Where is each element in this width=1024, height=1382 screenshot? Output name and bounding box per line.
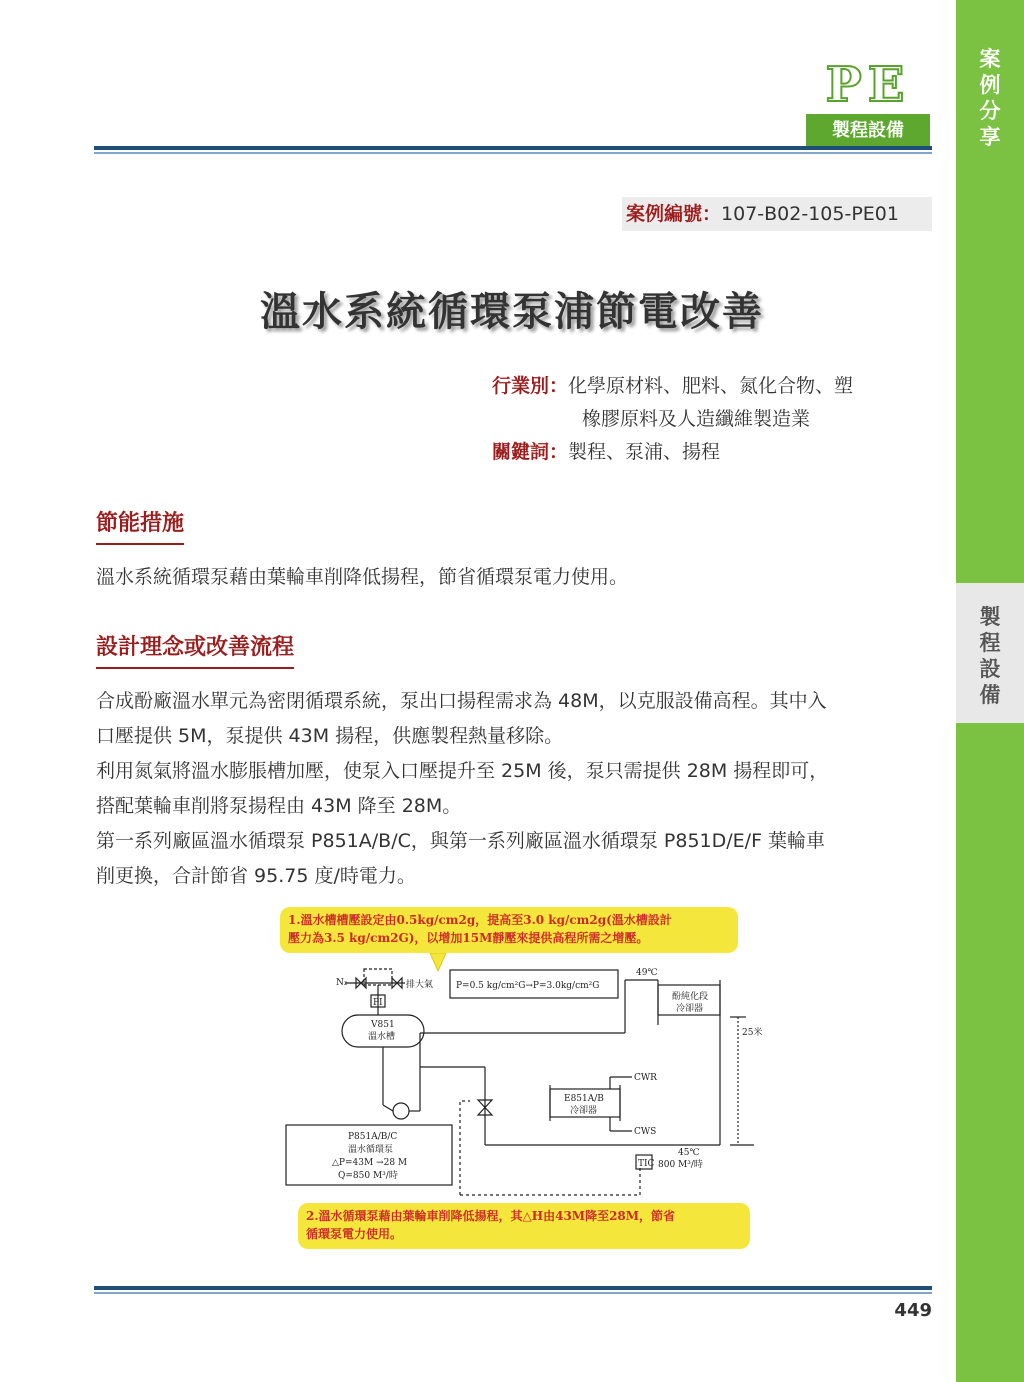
design-heading: 設計理念或改善流程	[96, 630, 294, 669]
industry-label: 行業別：	[492, 375, 569, 397]
keywords-label: 關鍵詞：	[492, 441, 569, 463]
page-title: 溫水系統循環泵浦節電改善	[260, 289, 764, 335]
pe-logo-letters: PE	[825, 57, 911, 113]
case-number-label: 案例編號：	[626, 203, 722, 225]
pump-line2: 溫水循環泵	[348, 1145, 394, 1155]
note-1	[280, 907, 738, 953]
pi-label: PI	[373, 998, 383, 1008]
pump-line3: △P=43M →28 M	[332, 1158, 408, 1168]
pump-line1: P851A/B/C	[348, 1132, 398, 1142]
design-p2-line2: 搭配葉輪車削將泵揚程由 43M 降至 28M。	[96, 795, 462, 817]
sidebar-top-label: 案例分享	[979, 47, 1001, 149]
cooler-top-line1: 酚純化段	[672, 992, 709, 1002]
cws-label: CWS	[634, 1127, 657, 1137]
pe-logo	[806, 57, 930, 146]
hx-desc: 冷卻器	[570, 1106, 598, 1116]
industry-line1: 化學原材料、肥料、氮化合物、塑	[568, 375, 854, 397]
footer-rule	[94, 1286, 932, 1294]
pressure-label: P=0.5 kg/cm²G→P=3.0kg/cm²G	[456, 981, 600, 991]
temp-top: 49℃	[636, 968, 658, 978]
height-label: 25米	[742, 1028, 763, 1038]
industry-row	[492, 369, 853, 403]
design-text	[96, 684, 936, 894]
measures-heading: 節能措施	[96, 506, 184, 545]
design-p1-line2: 口壓提供 5M，泵提供 43M 揚程，供應製程熱量移除。	[96, 725, 564, 747]
pe-logo-category: 製程設備	[806, 114, 930, 148]
flow-label: 800 M³/時	[658, 1160, 703, 1170]
note-2-line2: 循環泵電力使用。	[306, 1227, 403, 1241]
design-p2-line1: 利用氮氣將溫水膨脹槽加壓，使泵入口壓提升至 25M 後，泵只需提供 28M 揚程即可，	[96, 760, 829, 782]
tank-name: V851	[371, 1020, 395, 1030]
note-1-line1: 1.溫水槽槽壓設定由0.5kg/cm2g，提高至3.0 kg/cm2g(溫水槽設計	[288, 913, 672, 927]
page-number: 449	[894, 1300, 932, 1321]
keywords-row	[492, 435, 720, 469]
design-p3-line2: 削更換，合計節省 95.75 度/時電力。	[96, 865, 416, 887]
ti-label: TIC	[638, 1159, 655, 1169]
temp-bottom: 45℃	[678, 1148, 700, 1158]
cwr-label: CWR	[634, 1073, 657, 1083]
process-diagram	[270, 905, 763, 1255]
pump-line4: Q=850 M³/時	[338, 1171, 398, 1181]
cooler-top-line2: 冷卻器	[676, 1004, 704, 1014]
sidebar-section-label: 製程設備	[979, 605, 1001, 707]
measures-line: 溫水系統循環泵藉由葉輪車削降低揚程，節省循環泵電力使用。	[96, 566, 629, 588]
header-rule	[94, 146, 932, 154]
note-2	[298, 1203, 750, 1249]
tank-desc: 溫水槽	[368, 1032, 396, 1042]
measures-text	[96, 560, 936, 595]
vent-label: 排大氣	[406, 980, 434, 990]
pump-symbol	[393, 1103, 409, 1119]
design-p3-line1: 第一系列廠區溫水循環泵 P851A/B/C，與第一系列廠區溫水循環泵 P851D/E/F 葉輪車	[96, 830, 826, 852]
case-number: 107-B02-105-PE01	[721, 203, 899, 225]
note-2-line1: 2.溫水循環泵藉由葉輪車削降低揚程，其△H由43M降至28M，節省	[306, 1209, 676, 1223]
hx-name: E851A/B	[564, 1094, 604, 1104]
keywords: 製程、泵浦、揚程	[568, 441, 721, 463]
note-1-line2: 壓力為3.5 kg/cm2G)，以增加15M靜壓來提供高程所需之增壓。	[288, 931, 649, 945]
industry-line2: 橡膠原料及人造纖維製造業	[582, 408, 811, 430]
case-number-box	[622, 197, 932, 231]
design-p1-line1: 合成酚廠溫水單元為密閉循環系統，泵出口揚程需求為 48M，以克服設備高程。其中入	[96, 690, 827, 712]
n2-label: N₂	[336, 978, 348, 988]
